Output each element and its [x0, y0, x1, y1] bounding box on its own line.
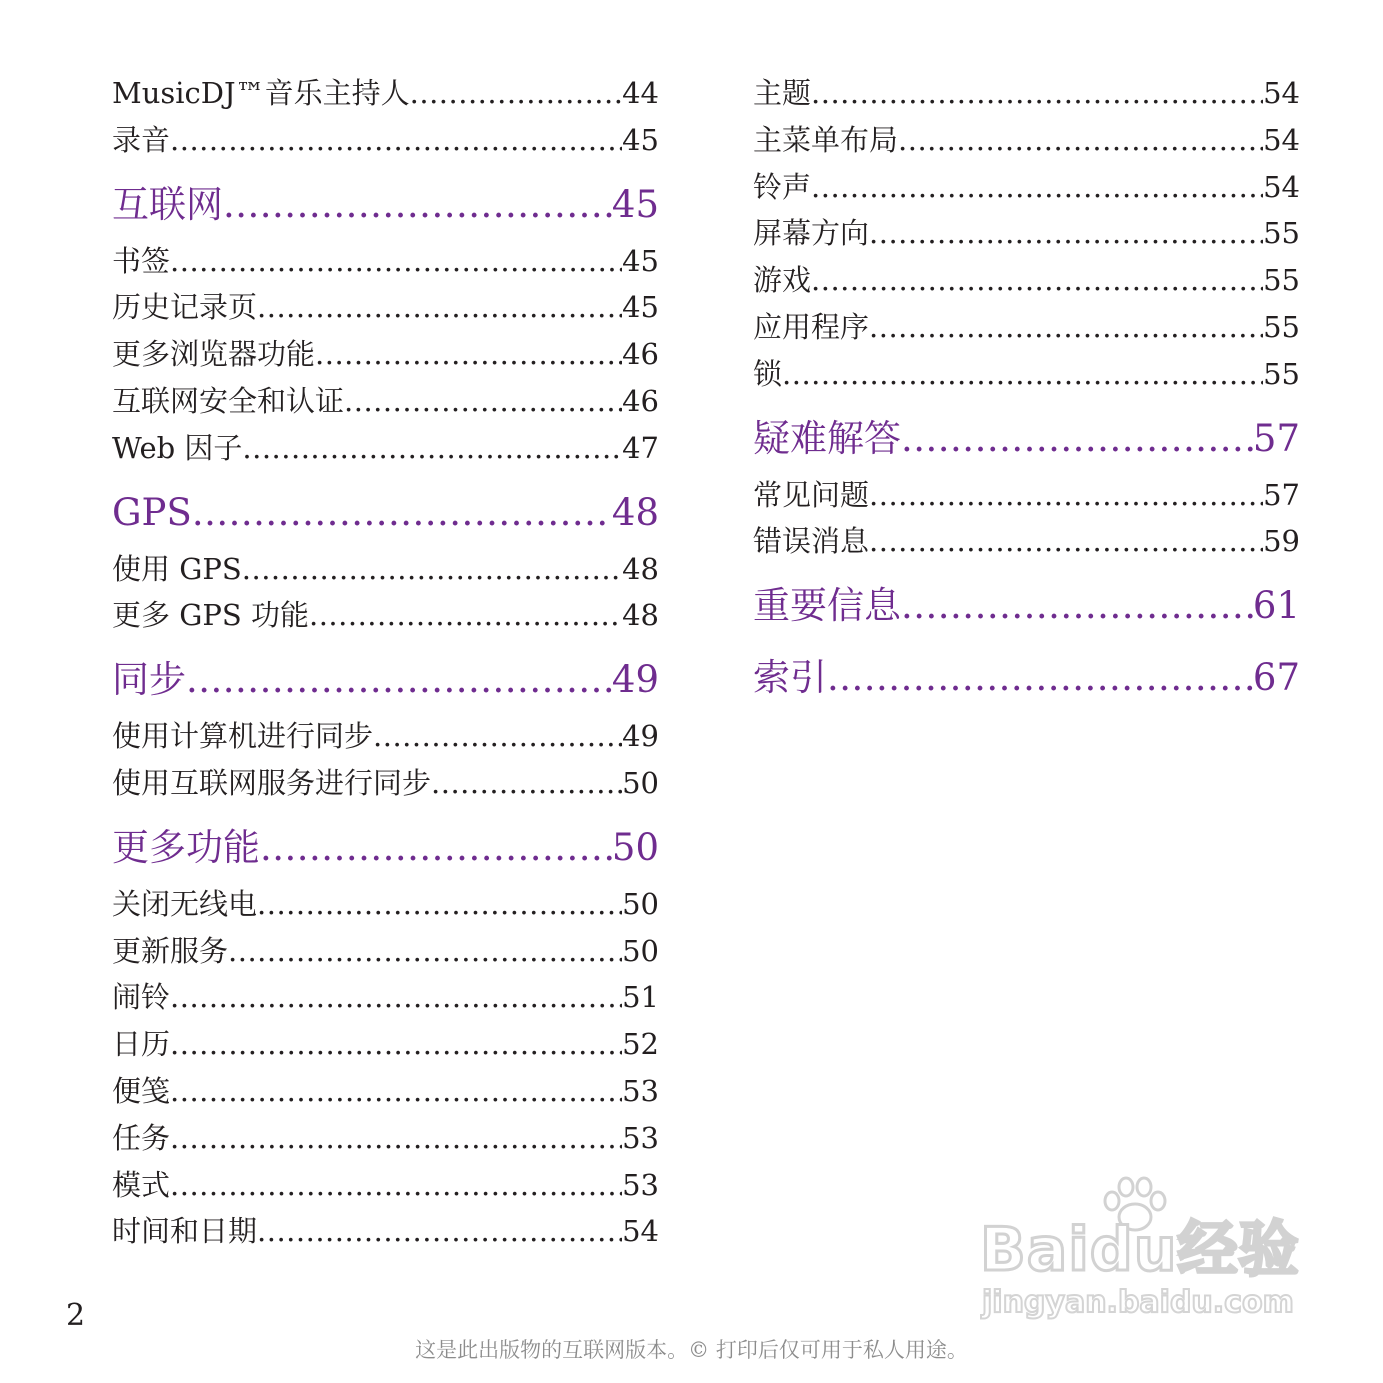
dot-leader: [869, 472, 1263, 519]
toc-page-number: 45: [622, 290, 659, 325]
toc-title: 书签: [112, 243, 171, 278]
toc-title: 屏幕方向: [753, 216, 870, 251]
toc-title: 互联网安全和认证: [112, 383, 345, 418]
dot-leader: [811, 164, 1263, 211]
footer-note: 这是此出版物的互联网版本。© 打印后仅可用于私人用途。: [415, 1338, 968, 1362]
toc-right-column: [753, 70, 1300, 711]
toc-entry[interactable]: [753, 70, 1300, 117]
toc-title: 使用计算机进行同步: [112, 719, 374, 754]
toc-title: 疑难解答: [753, 416, 901, 460]
dot-leader: [170, 238, 622, 285]
toc-entry[interactable]: [753, 210, 1300, 257]
toc-title: 时间和日期: [112, 1214, 258, 1249]
toc-page-number: 53: [622, 1073, 659, 1108]
toc-page-number: 57: [1252, 416, 1300, 460]
toc-title: 重要信息: [753, 584, 901, 628]
toc-title: 索引: [753, 656, 827, 700]
toc-page-number: 67: [1252, 656, 1300, 700]
toc-page-number: 47: [622, 430, 659, 465]
toc-page-number: 55: [1263, 309, 1300, 344]
dot-leader: [170, 1068, 622, 1115]
dot-leader: [170, 1115, 622, 1162]
dot-leader: [827, 647, 1253, 709]
toc-title: 更多功能: [112, 825, 260, 869]
dot-leader: [901, 408, 1253, 470]
toc-page-number: 45: [622, 122, 659, 157]
page-number: 2: [66, 1298, 86, 1333]
dot-leader: [898, 117, 1263, 164]
watermark-url: jingyan.baidu.com: [982, 1285, 1294, 1320]
toc-page-number: 53: [622, 1167, 659, 1202]
toc-title: 模式: [112, 1167, 171, 1202]
toc-entry[interactable]: [112, 425, 659, 472]
dot-leader: [869, 518, 1263, 565]
toc-entry[interactable]: [112, 881, 659, 928]
toc-page-number: 50: [622, 886, 659, 921]
dot-leader: [901, 575, 1253, 637]
baidu-jingyan-watermark: [980, 1175, 1310, 1325]
toc-title: 应用程序: [753, 309, 870, 344]
dot-leader: [431, 760, 622, 807]
dot-leader: [869, 304, 1263, 351]
toc-entry[interactable]: [112, 546, 659, 593]
dot-leader: [257, 1208, 622, 1255]
toc-title: 同步: [112, 658, 186, 702]
dot-leader: [811, 70, 1263, 117]
toc-entry[interactable]: [112, 1162, 659, 1209]
toc-page-number: 48: [622, 551, 659, 586]
toc-page-number: 50: [622, 765, 659, 800]
dot-leader: [260, 817, 612, 879]
toc-entry[interactable]: [112, 378, 659, 425]
toc-entry[interactable]: [753, 257, 1300, 304]
dot-leader: [373, 713, 622, 760]
toc-title: 便笺: [112, 1073, 171, 1108]
toc-section-heading[interactable]: [753, 408, 1300, 470]
toc-section-heading[interactable]: [112, 482, 659, 544]
toc-page-number: 50: [611, 825, 659, 869]
toc-page-number: 48: [611, 490, 659, 534]
toc-page-number: 46: [622, 337, 659, 372]
toc-entry[interactable]: [753, 472, 1300, 519]
toc-title: 铃声: [753, 169, 812, 204]
toc-entry[interactable]: [112, 974, 659, 1021]
dot-leader: [344, 378, 622, 425]
toc-entry[interactable]: [112, 331, 659, 378]
toc-entry[interactable]: [112, 1115, 659, 1162]
toc-entry[interactable]: [753, 164, 1300, 211]
toc-title: 锁: [753, 356, 783, 391]
dot-leader: [228, 928, 622, 975]
toc-page-number: 46: [622, 383, 659, 418]
toc-page-number: 45: [622, 243, 659, 278]
toc-entry[interactable]: [753, 117, 1300, 164]
toc-title: 关闭无线电: [112, 886, 258, 921]
toc-page-number: 54: [622, 1214, 659, 1249]
dot-leader: [811, 257, 1263, 304]
toc-page-number: 54: [1263, 76, 1300, 110]
watermark-brand: Baidu经验: [980, 1215, 1300, 1285]
toc-entry[interactable]: [112, 70, 659, 117]
toc-entry[interactable]: [112, 284, 659, 331]
toc-title: 录音: [112, 122, 171, 157]
dot-leader: [242, 425, 622, 472]
toc-entry[interactable]: [112, 238, 659, 285]
toc-title: MusicDJ™音乐主持人: [112, 76, 410, 110]
toc-page-number: 57: [1263, 477, 1300, 512]
toc-page-number: 51: [622, 980, 659, 1015]
toc-title: Web 因子: [112, 430, 243, 465]
toc-page-number: 53: [622, 1120, 659, 1155]
toc-page-number: 45: [611, 182, 659, 226]
dot-leader: [869, 210, 1263, 257]
toc-title: 使用 GPS: [112, 551, 242, 586]
toc-page-number: 48: [622, 598, 659, 633]
dot-leader: [315, 331, 622, 378]
dot-leader: [192, 482, 612, 544]
toc-page-number: 44: [622, 76, 659, 110]
toc-title: 主题: [753, 76, 812, 110]
toc-page-number: 55: [1263, 356, 1300, 391]
toc-entry[interactable]: [112, 1208, 659, 1255]
toc-title: 闹铃: [112, 980, 171, 1015]
toc-entry[interactable]: [753, 351, 1300, 398]
toc-entry[interactable]: [112, 928, 659, 975]
toc-section-heading[interactable]: [753, 575, 1300, 637]
toc-title: GPS: [112, 490, 192, 534]
toc-title: 历史记录页: [112, 290, 258, 325]
toc-entry[interactable]: [753, 304, 1300, 351]
toc-title: 游戏: [753, 263, 812, 298]
toc-page-number: 50: [622, 933, 659, 968]
toc-page-number: 49: [622, 719, 659, 754]
toc-entry[interactable]: [753, 518, 1300, 565]
toc-section-heading[interactable]: [112, 649, 659, 711]
dot-leader: [242, 546, 622, 593]
toc-title: 错误消息: [753, 524, 870, 559]
dot-leader: [309, 592, 622, 639]
toc-entry[interactable]: [112, 592, 659, 639]
dot-leader: [170, 1021, 622, 1068]
toc-page-number: 54: [1263, 169, 1300, 204]
dot-leader: [170, 117, 622, 164]
toc-page-number: 59: [1263, 524, 1300, 559]
dot-leader: [410, 70, 622, 117]
toc-entry[interactable]: [112, 713, 659, 760]
toc-section-heading[interactable]: [112, 174, 659, 236]
dot-leader: [170, 974, 622, 1021]
dot-leader: [170, 1162, 622, 1209]
toc-page-number: 55: [1263, 263, 1300, 298]
toc-entry[interactable]: [112, 1068, 659, 1115]
toc-entry[interactable]: [112, 760, 659, 807]
dot-leader: [782, 351, 1263, 398]
toc-title: 更多浏览器功能: [112, 337, 316, 372]
dot-leader: [257, 881, 622, 928]
toc-page-number: 52: [622, 1027, 659, 1062]
toc-entry[interactable]: [112, 1021, 659, 1068]
toc-left-column: [112, 70, 659, 1255]
toc-title: 使用互联网服务进行同步: [112, 765, 432, 800]
dot-leader: [257, 284, 622, 331]
toc-entry[interactable]: [112, 117, 659, 164]
dot-leader: [223, 174, 612, 236]
toc-title: 更多 GPS 功能: [112, 598, 309, 633]
toc-title: 常见问题: [753, 477, 870, 512]
toc-title: 任务: [112, 1120, 171, 1155]
toc-title: 主菜单布局: [753, 122, 899, 157]
toc-section-heading[interactable]: [753, 647, 1300, 709]
dot-leader: [186, 649, 612, 711]
toc-title: 日历: [112, 1027, 171, 1062]
toc-title: 更新服务: [112, 933, 229, 968]
toc-title: 互联网: [112, 182, 223, 226]
toc-page-number: 55: [1263, 216, 1300, 251]
toc-section-heading[interactable]: [112, 817, 659, 879]
toc-page-number: 54: [1263, 122, 1300, 157]
toc-page-number: 61: [1252, 584, 1300, 628]
toc-page-number: 49: [611, 658, 659, 702]
